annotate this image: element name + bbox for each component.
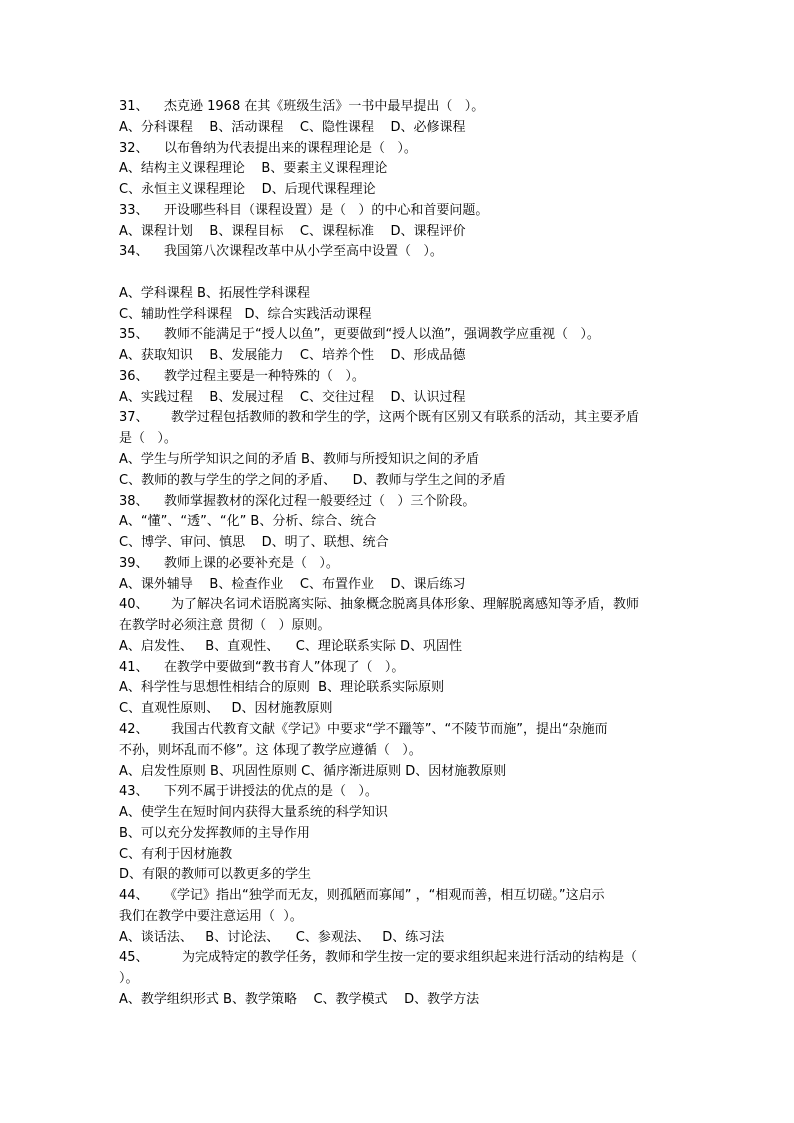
question-43-option-b: B、可以充分发挥教师的主导作用 (119, 825, 310, 841)
question-44-stem-cont: 我们在教学中要注意运用（ ）。 (119, 908, 303, 924)
question-text: 教学过程包括教师的教和学生的学，这两个既有区别又有联系的活动，其主要矛盾 (171, 410, 640, 426)
question-number: 40、 (119, 597, 149, 613)
question-38-options-ab: A、“懂”、“透”、“化” B、分析、综合、统合 (119, 514, 377, 530)
question-31-stem (119, 97, 684, 118)
question-text: 我国第八次课程改革中从小学至高中设置（ ）。 (164, 244, 443, 260)
question-34-stem (119, 242, 684, 263)
question-text: 《学记》指出“独学而无友，则孤陋而寡闻” ，“相观而善，相互切磋。”这启示 (164, 888, 605, 904)
question-40-stem-cont: 在教学时必须注意 贯彻（ ）原则。 (119, 618, 331, 634)
question-number: 45、 (119, 950, 149, 966)
question-32-stem (119, 139, 684, 160)
question-45-stem (119, 948, 684, 969)
question-number: 43、 (119, 784, 149, 800)
question-text: 为了解决名词术语脱离实际、抽象概念脱离具体形象、理解脱离感知等矛盾，教师 (171, 597, 640, 613)
question-43-option-d: D、有限的教师可以教更多的学生 (119, 867, 312, 883)
question-43-option-c: C、有利于因材施教 (119, 846, 233, 862)
question-number: 31、 (119, 99, 149, 114)
question-text: 在教学中要做到“教书育人”体现了（ ）。 (164, 659, 405, 675)
question-37-options-ab: A、学生与所学知识之间的矛盾 B、教师与所授知识之间的矛盾 (119, 452, 479, 468)
question-36-stem (119, 367, 684, 388)
question-33-stem (119, 201, 684, 222)
question-text: 教师掌握教材的深化过程一般要经过（ ）三个阶段。 (164, 493, 476, 509)
question-35-options: A、获取知识 B、发展能力 C、培养个性 D、形成品德 (119, 348, 466, 364)
question-39-stem (119, 554, 684, 575)
question-number: 34、 (119, 244, 149, 260)
question-number: 38、 (119, 493, 149, 509)
question-40-options: A、启发性、 B、直观性、 C、理论联系实际 D、巩固性 (119, 638, 462, 654)
question-36-options: A、实践过程 B、发展过程 C、交往过程 D、认识过程 (119, 389, 466, 405)
question-text: 下列不属于讲授法的优点的是（ ）。 (164, 784, 378, 800)
question-37-stem-cont: 是（ ）。 (119, 431, 177, 447)
question-40-stem (119, 595, 684, 616)
blank-line (119, 263, 684, 284)
question-text: 以布鲁纳为代表提出来的课程理论是（ ）。 (164, 140, 417, 156)
question-32-options-ab: A、结构主义课程理论 B、要素主义课程理论 (119, 161, 388, 177)
question-number: 32、 (119, 140, 149, 156)
question-number: 36、 (119, 368, 149, 384)
question-42-stem (119, 720, 684, 741)
question-41-stem (119, 658, 684, 679)
question-text: 我国古代教育文献《学记》中要求“学不躐等”、“不陵节而施”，提出“杂施而 (171, 721, 608, 737)
question-43-stem (119, 782, 684, 803)
question-37-options-cd: C、教师的教与学生的学之间的矛盾、 D、教师与学生之间的矛盾 (119, 472, 506, 488)
question-42-stem-cont: 不孙，则坏乱而不修”。这 体现了教学应遵循（ ）。 (119, 742, 422, 758)
question-text: 杰克逊 1968 在其《班级生活》一书中最早提出（ ）。 (164, 99, 485, 114)
question-37-stem (119, 408, 684, 429)
question-text: 教师不能满足于“授人以鱼”，更要做到“授人以渔”，强调教学应重视（ ）。 (164, 327, 600, 343)
question-text: 为完成特定的教学任务，教师和学生按一定的要求组织起来进行活动的结构是（ (182, 950, 638, 966)
question-44-options: A、谈话法、 B、讨论法、 C、参观法、 D、练习法 (119, 929, 445, 945)
document-page (119, 97, 684, 1011)
question-38-options-cd: C、博学、审问、慎思 D、明了、联想、统合 (119, 535, 389, 551)
question-number: 41、 (119, 659, 149, 675)
question-38-stem (119, 492, 684, 513)
question-text: 教师上课的必要补充是（ ）。 (164, 555, 339, 571)
question-44-stem (119, 886, 684, 907)
question-text: 教学过程主要是一种特殊的（ ）。 (164, 368, 365, 384)
question-43-option-a: A、使学生在短时间内获得大量系统的科学知识 (119, 805, 388, 821)
question-text: 开设哪些科目（课程设置）是（ ）的中心和首要问题。 (164, 202, 489, 218)
question-number: 42、 (119, 721, 149, 737)
question-42-options: A、启发性原则 B、巩固性原则 C、循序渐进原则 D、因材施教原则 (119, 763, 507, 779)
question-number: 33、 (119, 202, 149, 218)
question-33-options: A、课程计划 B、课程目标 C、课程标准 D、课程评价 (119, 223, 466, 239)
question-number: 37、 (119, 410, 149, 426)
question-number: 44、 (119, 888, 149, 904)
question-34-options-ab: A、学科课程 B、拓展性学科课程 (119, 285, 310, 301)
question-45-options: A、教学组织形式 B、教学策略 C、教学模式 D、教学方法 (119, 991, 480, 1007)
question-39-options: A、课外辅导 B、检查作业 C、布置作业 D、课后练习 (119, 576, 466, 592)
question-31-options: A、分科课程 B、活动课程 C、隐性课程 D、必修课程 (119, 119, 466, 135)
question-41-options-ab: A、科学性与思想性相结合的原则 B、理论联系实际原则 (119, 680, 445, 696)
question-41-options-cd: C、直观性原则、 D、因材施教原则 (119, 701, 333, 717)
question-32-options-cd: C、永恒主义课程理论 D、后现代课程理论 (119, 182, 376, 198)
question-35-stem (119, 325, 684, 346)
question-number: 35、 (119, 327, 149, 343)
question-34-options-cd: C、辅助性学科课程 D、综合实践活动课程 (119, 306, 372, 322)
question-number: 39、 (119, 555, 149, 571)
question-45-stem-cont: ）。 (119, 971, 139, 987)
